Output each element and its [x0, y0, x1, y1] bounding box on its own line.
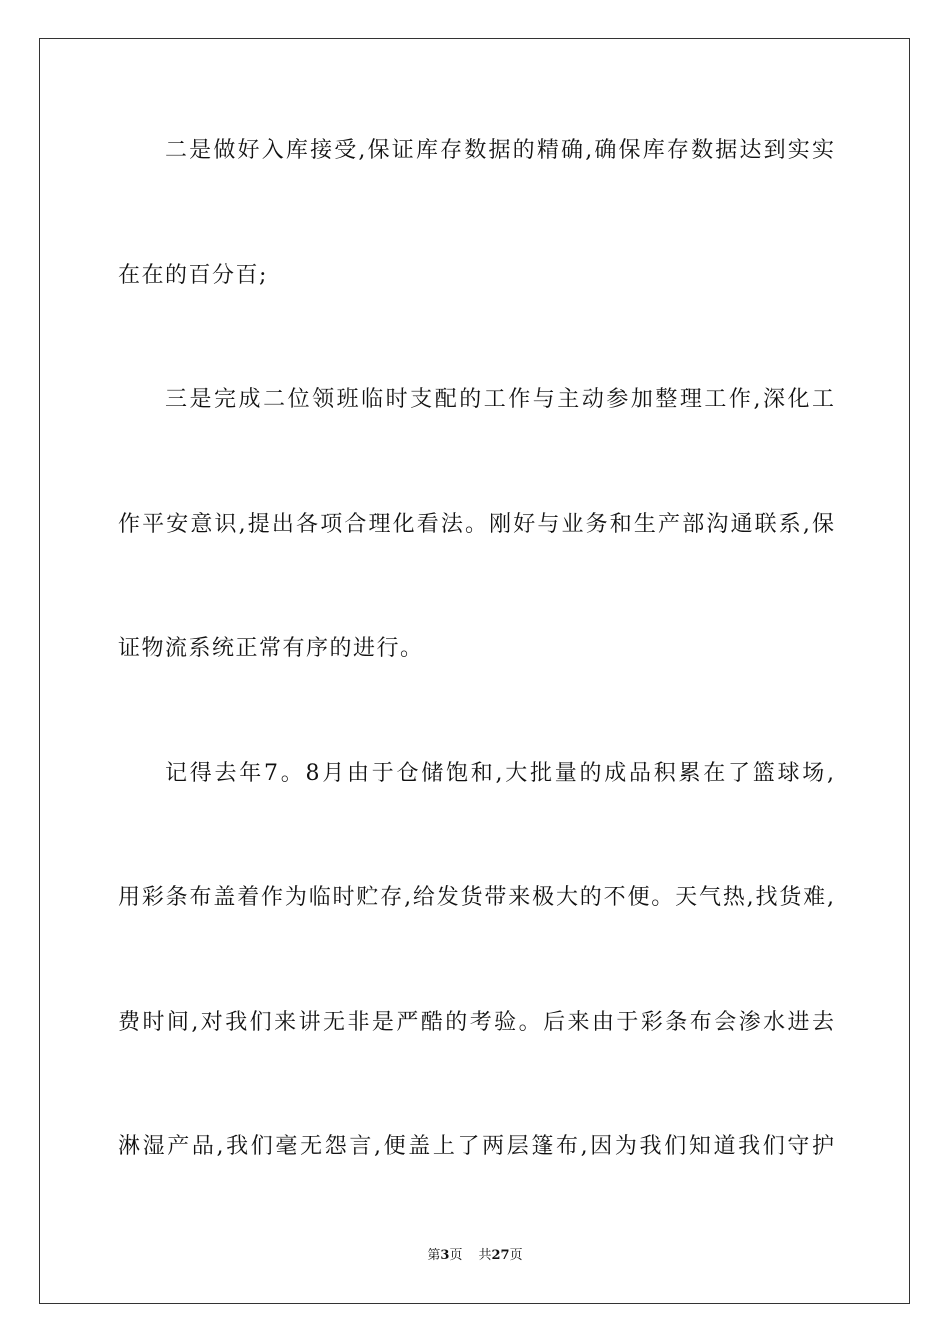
paragraph-line-6: 记得去年7。8月由于仓储饱和,大批量的成品积累在了篮球场, — [165, 761, 834, 786]
total-pages: 27 — [491, 1248, 510, 1263]
page-prefix: 第 — [427, 1248, 441, 1263]
page-footer — [0, 1247, 950, 1265]
paragraph-line-4: 作平安意识,提出各项合理化看法。刚好与业务和生产部沟通联系,保 — [118, 512, 834, 537]
paragraph-line-7: 用彩条布盖着作为临时贮存,给发货带来极大的不便。天气热,找货难, — [118, 885, 834, 910]
paragraph-line-8: 费时间,对我们来讲无非是严酷的考验。后来由于彩条布会渗水进去 — [118, 1010, 834, 1035]
page-border — [39, 38, 910, 1304]
paragraph-line-2: 在在的百分百; — [118, 263, 268, 288]
paragraph-line-3: 三是完成二位领班临时支配的工作与主动参加整理工作,深化工 — [165, 387, 834, 412]
page-suffix: 页 — [449, 1248, 463, 1263]
total-suffix: 页 — [509, 1248, 523, 1263]
total-prefix: 共 — [478, 1248, 492, 1263]
paragraph-line-1: 二是做好入库接受,保证库存数据的精确,确保库存数据达到实实 — [165, 138, 834, 163]
page-number: 3 — [440, 1248, 450, 1263]
paragraph-line-9: 淋湿产品,我们毫无怨言,便盖上了两层篷布,因为我们知道我们守护 — [118, 1134, 834, 1159]
paragraph-line-5: 证物流系统正常有序的进行。 — [118, 636, 424, 661]
